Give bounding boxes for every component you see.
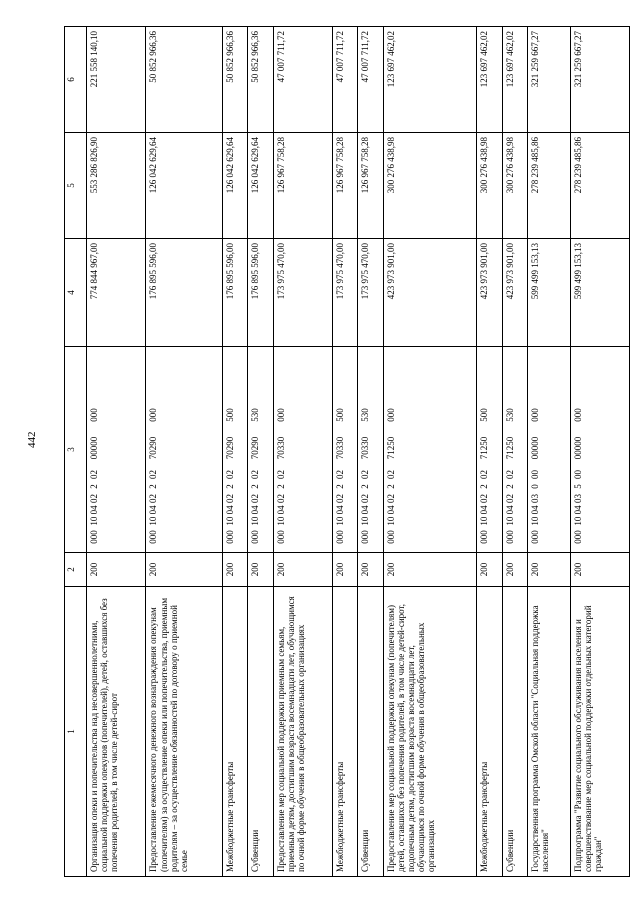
code-segment: 000 [89,530,100,544]
code-segment: 00000 [530,436,541,460]
code-segment: 000 [250,530,261,544]
code-segment: 000 [572,408,583,422]
code-segment: 02 [148,494,159,503]
code-segment: 02 [335,470,346,479]
code-segment: 02 [224,470,235,479]
code-segment: 2 [504,484,515,489]
header-cell-4: 4 [65,239,87,347]
code-segment: 71250 [479,436,490,460]
row-name: Межбюджетные трансферты [333,587,358,877]
row-value-5: 126 967 758,28 [358,133,383,239]
code-segment: 10 04 [224,505,235,526]
row-code-2: 200 [358,553,383,587]
code-segment: 000 [148,408,159,422]
row-code-2: 200 [502,553,527,587]
row-value-4: 173 975 470,00 [333,239,358,347]
code-segment: 70290 [224,436,235,460]
code-segment: 2 [479,484,490,489]
row-budget-code [87,347,146,553]
row-value-6: 50 852 966,36 [248,27,273,133]
row-name: Государственная программа Омской области "Социальная поддержка населения" [528,587,570,877]
code-segment: 000 [479,530,490,544]
table-row [87,27,146,877]
row-name: Предоставление мер социальной поддержки приемным семьям, приемным детям, достигшим возраста восемнадцати лет, обучающимся по очной форме обучения в общеобразовательных организациях [273,587,332,877]
budget-table [64,26,630,877]
code-segment: 000 [335,530,346,544]
code-segment: 000 [148,530,159,544]
row-budget-code [383,347,476,553]
row-value-4: 173 975 470,00 [273,239,332,347]
row-value-4: 423 973 901,00 [477,239,502,347]
row-value-6: 321 259 667,27 [528,27,570,133]
table-row [222,27,247,877]
header-cell-5: 5 [65,133,87,239]
row-budget-code [528,347,570,553]
row-value-6: 123 697 462,02 [502,27,527,133]
code-segment: 02 [360,470,371,479]
row-value-6: 50 852 966,36 [222,27,247,133]
row-value-5: 126 042 629,64 [222,133,247,239]
code-segment: 02 [504,470,515,479]
code-segment: 500 [335,408,346,422]
row-value-6: 221 558 140,10 [87,27,146,133]
code-segment: 000 [385,408,396,422]
row-budget-code [570,347,629,553]
code-segment: 500 [479,408,490,422]
code-segment: 00000 [572,436,583,460]
row-value-5: 126 042 629,64 [248,133,273,239]
code-segment: 10 04 [530,505,541,526]
row-value-4: 423 973 901,00 [383,239,476,347]
code-segment: 02 [504,494,515,503]
row-value-6: 123 697 462,02 [383,27,476,133]
row-value-6: 321 259 667,27 [570,27,629,133]
code-segment: 10 04 [385,505,396,526]
code-segment: 02 [275,494,286,503]
row-name: Межбюджетные трансферты [477,587,502,877]
table-row [358,27,383,877]
code-segment: 71250 [504,436,515,460]
code-segment: 500 [224,408,235,422]
code-segment: 02 [335,494,346,503]
row-code-2: 200 [222,553,247,587]
code-segment: 530 [250,408,261,422]
row-name: Межбюджетные трансферты [222,587,247,877]
row-budget-code [146,347,222,553]
code-segment: 00000 [89,436,100,460]
table-row [570,27,629,877]
code-segment: 03 [572,494,583,503]
row-name: Субвенции [248,587,273,877]
code-segment: 02 [224,494,235,503]
row-value-5: 300 276 438,98 [502,133,527,239]
code-segment: 2 [148,484,159,489]
row-code-2: 200 [477,553,502,587]
code-segment: 000 [530,530,541,544]
code-segment: 10 04 [335,505,346,526]
row-value-5: 278 239 485,86 [528,133,570,239]
row-value-5: 278 239 485,86 [570,133,629,239]
row-value-5: 126 042 629,64 [146,133,222,239]
header-cell-2: 2 [65,553,87,587]
row-code-2: 200 [383,553,476,587]
code-segment: 000 [572,530,583,544]
row-code-2: 200 [273,553,332,587]
code-segment: 10 04 [479,505,490,526]
code-segment: 2 [89,484,100,489]
code-segment: 530 [360,408,371,422]
code-segment: 70290 [250,436,261,460]
code-segment: 02 [360,494,371,503]
page-number: 442 [26,431,38,448]
code-segment: 10 04 [275,505,286,526]
code-segment: 70290 [148,436,159,460]
header-cell-1: 1 [65,587,87,877]
code-segment: 02 [479,494,490,503]
row-code-2: 200 [570,553,629,587]
code-segment: 530 [504,408,515,422]
code-segment: 10 04 [148,505,159,526]
code-segment: 00 [530,470,541,479]
table-row [333,27,358,877]
row-budget-code [248,347,273,553]
code-segment: 10 04 [360,505,371,526]
code-segment: 0 [530,484,541,489]
row-budget-code [222,347,247,553]
row-value-6: 50 852 966,36 [146,27,222,133]
row-name: Предоставление мер социальной поддержки опекунам (попечителям) детей, оставшихся без попечения родителей, в том числе детей-сирот, подопечным детям, достигшим возраста восемнадцати лет, обучающимся по очной форме обучения в общеобразовательных организациях [383,587,476,877]
row-budget-code [273,347,332,553]
row-value-4: 423 973 901,00 [502,239,527,347]
code-segment: 2 [250,484,261,489]
header-cell-6: 6 [65,27,87,133]
header-row [65,27,87,877]
code-segment: 000 [275,408,286,422]
row-value-5: 553 286 826,90 [87,133,146,239]
row-budget-code [502,347,527,553]
code-segment: 2 [385,484,396,489]
row-budget-code [358,347,383,553]
code-segment: 2 [335,484,346,489]
code-segment: 10 04 [89,505,100,526]
row-code-2: 200 [248,553,273,587]
code-segment: 70330 [360,436,371,460]
code-segment: 02 [385,494,396,503]
code-segment: 000 [360,530,371,544]
code-segment: 000 [385,530,396,544]
row-name: Субвенции [502,587,527,877]
code-segment: 000 [530,408,541,422]
row-value-6: 47 007 711,72 [333,27,358,133]
code-segment: 2 [360,484,371,489]
code-segment: 2 [275,484,286,489]
code-segment: 000 [89,408,100,422]
table-row [273,27,332,877]
code-segment: 2 [224,484,235,489]
table-row [528,27,570,877]
row-value-6: 47 007 711,72 [358,27,383,133]
row-value-4: 774 844 967,00 [87,239,146,347]
code-segment: 02 [275,470,286,479]
row-value-4: 599 499 153,13 [570,239,629,347]
row-code-2: 200 [333,553,358,587]
row-value-5: 300 276 438,98 [383,133,476,239]
row-value-5: 300 276 438,98 [477,133,502,239]
row-budget-code [333,347,358,553]
code-segment: 02 [89,470,100,479]
row-value-4: 176 895 596,00 [222,239,247,347]
code-segment: 03 [530,494,541,503]
rotated-page-content [64,27,630,877]
row-code-2: 200 [528,553,570,587]
code-segment: 02 [148,470,159,479]
row-value-4: 599 499 153,13 [528,239,570,347]
table-row [383,27,476,877]
code-segment: 00 [572,470,583,479]
code-segment: 02 [89,494,100,503]
code-segment: 02 [250,494,261,503]
code-segment: 000 [224,530,235,544]
table-row [248,27,273,877]
row-value-4: 176 895 596,00 [146,239,222,347]
table-row [502,27,527,877]
code-segment: 10 04 [572,505,583,526]
row-value-4: 176 895 596,00 [248,239,273,347]
row-value-5: 126 967 758,28 [333,133,358,239]
code-segment: 10 04 [250,505,261,526]
row-name: Субвенции [358,587,383,877]
row-value-6: 123 697 462,02 [477,27,502,133]
row-name: Подпрограмма "Развитие социального обслуживания населения и совершенствование мер социальной поддержки отдельных категорий граждан" [570,587,629,877]
table-row [146,27,222,877]
row-name: Предоставление ежемесячного денежного вознаграждения опекунам (попечителям) за осуществление опеки или попечительства, приемным родителям – за осуществление обязанностей по договору о приемной семье [146,587,222,877]
row-code-2: 200 [87,553,146,587]
code-segment: 71250 [385,436,396,460]
table-row [477,27,502,877]
code-segment: 10 04 [504,505,515,526]
code-segment: 5 [572,484,583,489]
code-segment: 000 [275,530,286,544]
code-segment: 02 [250,470,261,479]
code-segment: 70330 [335,436,346,460]
row-value-5: 126 967 758,28 [273,133,332,239]
code-segment: 000 [504,530,515,544]
row-name: Организация опеки и попечительства над несовершеннолетними, социальной поддержки опекунов (попечителей), детей, оставшихся без попечения родителей, в том числе детей-сирот [87,587,146,877]
row-budget-code [477,347,502,553]
row-value-6: 47 007 711,72 [273,27,332,133]
row-code-2: 200 [146,553,222,587]
code-segment: 02 [385,470,396,479]
code-segment: 02 [479,470,490,479]
header-cell-3: 3 [65,347,87,553]
budget-table-body [65,27,630,877]
code-segment: 70330 [275,436,286,460]
row-value-4: 173 975 470,00 [358,239,383,347]
